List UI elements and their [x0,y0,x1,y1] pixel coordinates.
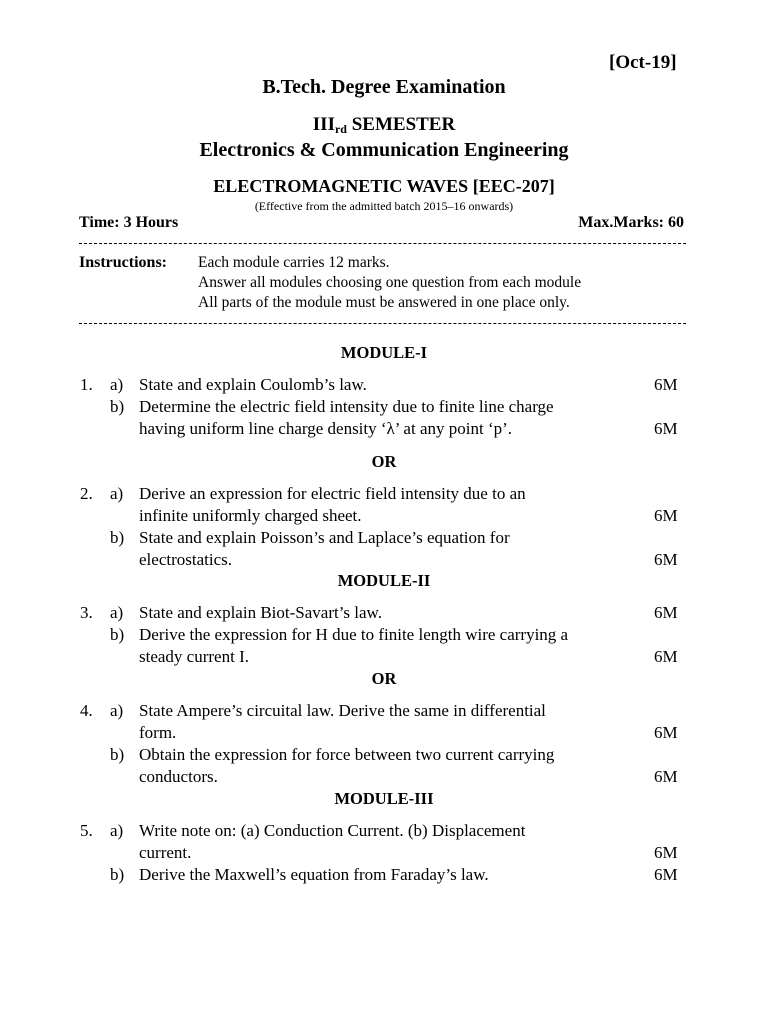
marks: 6M [654,723,678,742]
question-text: steady current I. [139,647,249,666]
marks: 6M [654,647,678,666]
part-label: a) [110,603,124,622]
module-heading: MODULE-I [340,343,428,362]
part-label: b) [110,625,125,644]
question-number: 2. [80,484,93,503]
part-label: b) [110,528,125,547]
part-label: a) [110,701,124,720]
semester [0,114,768,137]
question-text: form. [139,723,177,742]
part-label: b) [110,397,125,416]
exam-title: B.Tech. Degree Examination [262,76,506,98]
question-number: 1. [80,375,93,394]
instruction-line: Answer all modules choosing one question from each module [198,274,582,291]
question-text: Write note on: (a) Conduction Current. (b) Displacement [139,821,526,840]
question-text: Derive the expression for H due to finite length wire carrying a [139,625,569,644]
branch: Electronics & Communication Engineering [199,139,569,161]
question-text: conductors. [139,767,218,786]
semester-suffix: rd [334,122,347,136]
instruction-line: Each module carries 12 marks. [198,254,390,271]
module-heading: MODULE-II [337,571,431,590]
question-text: Determine the electric field intensity due to finite line charge [139,397,554,416]
question-text: Derive an expression for electric field intensity due to an [139,484,526,503]
question-number: 5. [80,821,93,840]
subject: ELECTROMAGNETIC WAVES [EEC-207] [213,176,555,196]
or-separator: OR [371,452,397,471]
marks: 6M [654,767,678,786]
question-text: having uniform line charge density ‘λ’ at any point ‘p’. [139,419,513,438]
question-text: State and explain Coulomb’s law. [139,375,367,394]
question-text: State and explain Poisson’s and Laplace’s equation for [139,528,510,547]
question-text: electrostatics. [139,550,232,569]
question-text: Obtain the expression for force between two current carrying [139,745,555,764]
divider-bottom [79,323,686,324]
part-label: a) [110,821,124,840]
marks: 6M [654,419,678,438]
question-text: infinite uniformly charged sheet. [139,506,362,525]
question-number: 3. [80,603,93,622]
part-label: b) [110,865,125,884]
instruction-line: All parts of the module must be answered in one place only. [198,294,570,311]
divider-top [79,243,686,244]
marks: 6M [654,375,678,394]
part-label: a) [110,375,124,394]
part-label: a) [110,484,124,503]
semester-roman: III [312,114,335,135]
marks: 6M [654,550,678,569]
or-separator: OR [371,669,397,688]
max-marks: Max.Marks: 60 [578,214,684,231]
question-text: State and explain Biot-Savart’s law. [139,603,382,622]
question-text: current. [139,843,192,862]
marks: 6M [654,603,678,622]
marks: 6M [654,506,678,525]
marks: 6M [654,865,678,884]
semester-word: SEMESTER [351,114,456,135]
effective-note: (Effective from the admitted batch 2015–16 onwards) [254,199,514,213]
question-text: State Ampere’s circuital law. Derive the same in differential [139,701,546,720]
part-label: b) [110,745,125,764]
exam-time: Time: 3 Hours [79,214,179,231]
exam-date: [Oct-19] [609,52,677,73]
instructions-label: Instructions: [79,254,168,271]
question-number: 4. [80,701,93,720]
module-heading: MODULE-III [334,789,434,808]
marks: 6M [654,843,678,862]
question-text: Derive the Maxwell’s equation from Faraday’s law. [139,865,489,884]
